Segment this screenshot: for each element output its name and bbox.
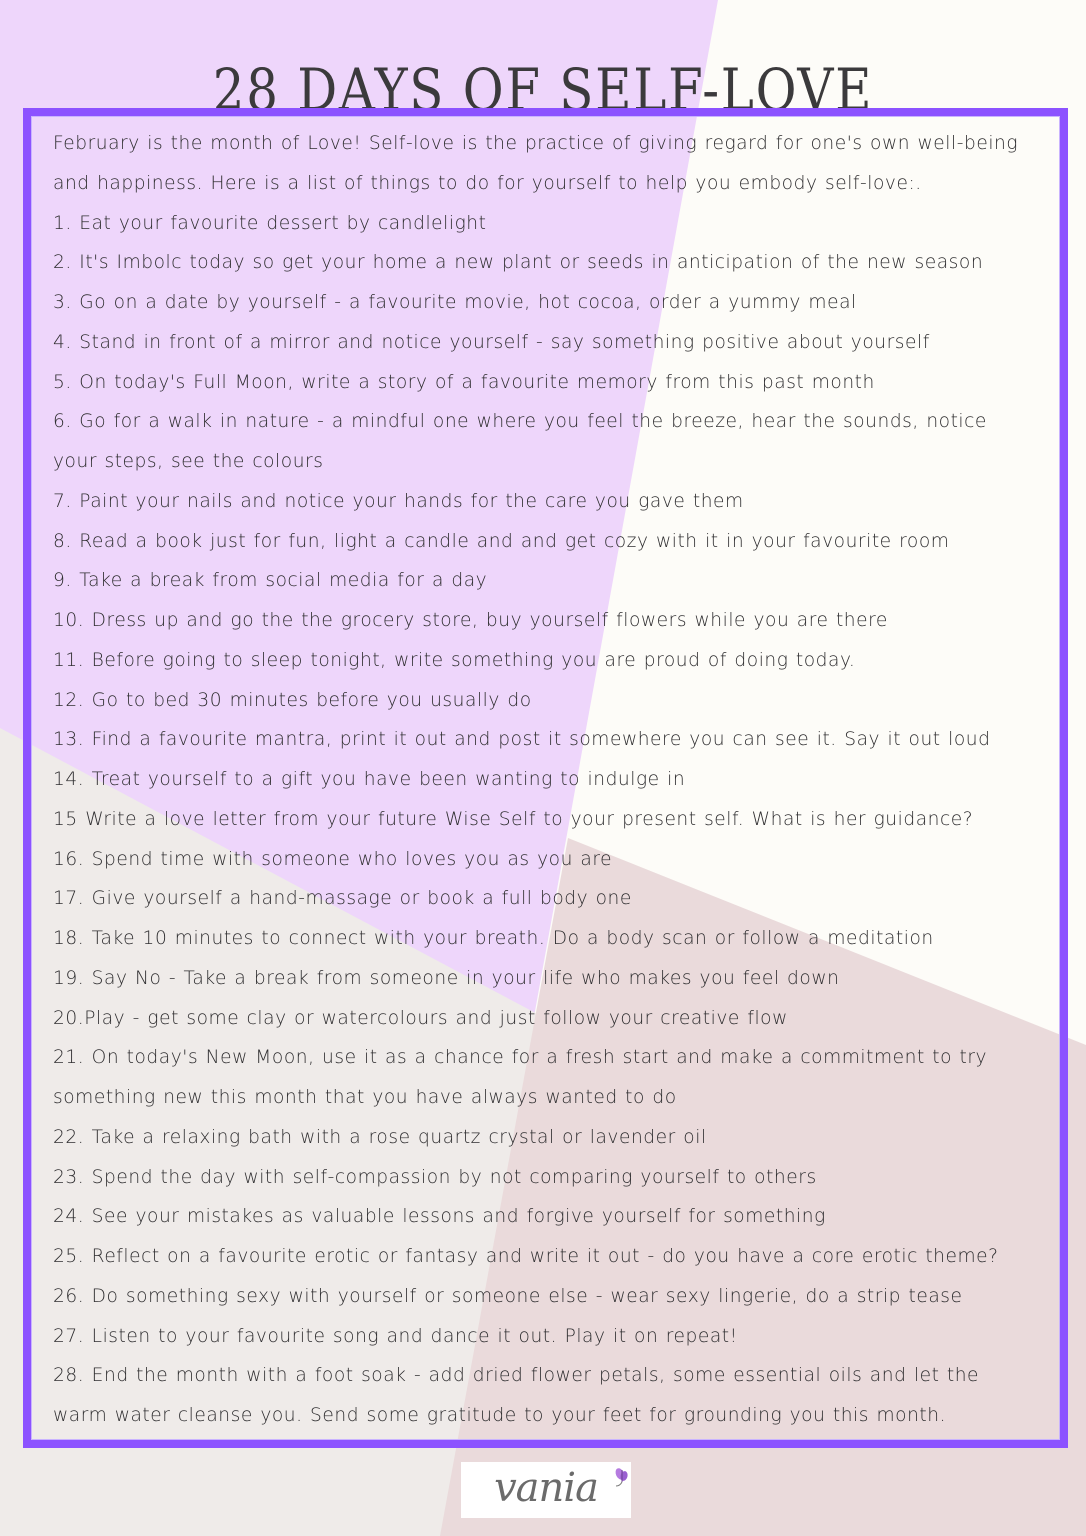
list-item: 12. Go to bed 30 minutes before you usually do bbox=[53, 689, 532, 711]
list-item: 3. Go on a date by yourself - a favourite movie, hot cocoa, order a yummy meal bbox=[53, 292, 857, 313]
list-item: 7. Paint your nails and notice your hands for the care you gave them bbox=[53, 490, 744, 512]
list-item: 24. See your mistakes as valuable lessons and forgive yourself for something bbox=[53, 1206, 826, 1228]
list-item: 14. Treat yourself to a gift you have been wanting to indulge in bbox=[53, 769, 686, 790]
list-item: 2. It's Imbolc today so get your home a new plant or seeds in anticipation of the new season bbox=[53, 252, 984, 274]
list-item: 22. Take a relaxing bath with a rose quartz crystal or lavender oil bbox=[53, 1126, 707, 1148]
list-item: 17. Give yourself a hand-massage or book a full body one bbox=[53, 888, 632, 910]
self-love-list bbox=[53, 124, 1038, 1436]
list-item: 9. Take a break from social media for a day bbox=[53, 570, 488, 592]
list-item: 19. Say No - Take a break from someone in your life who makes you feel down bbox=[53, 967, 840, 989]
brand-logo bbox=[461, 1462, 631, 1518]
page-title: 28 DAYS OF SELF-LOVE bbox=[212, 55, 874, 124]
activity-list bbox=[53, 204, 1038, 1436]
list-item: 16. Spend time with someone who loves you as you are bbox=[53, 848, 613, 870]
list-item: 6. Go for a walk in nature - a mindful one where you feel the breeze, hear the sounds, notice your steps, see the colours bbox=[53, 411, 987, 472]
list-item: 26. Do something sexy with yourself or someone else - wear sexy lingerie, do a strip tease bbox=[53, 1285, 963, 1307]
logo-wordmark: vania bbox=[494, 1465, 598, 1511]
list-item: 18. Take 10 minutes to connect with your breath. Do a body scan or follow a meditation bbox=[53, 928, 934, 949]
list-item: 1. Eat your favourite dessert by candlelight bbox=[53, 212, 487, 234]
list-item: 8. Read a book just for fun, light a candle and and get cozy with it in your favourite room bbox=[53, 530, 950, 552]
list-item: 20.Play - get some clay or watercolours and just follow your creative flow bbox=[53, 1007, 788, 1029]
list-item: 13. Find a favourite mantra, print it out and post it somewhere you can see it. Say it out loud bbox=[53, 729, 991, 751]
list-item: 21. On today's New Moon, use it as a chance for a fresh start and make a commitment to try something new this month that you have always wanted to do bbox=[53, 1047, 988, 1108]
intro-paragraph: February is the month of Love! Self-love is the practice of giving regard for one's own well-being and happiness. Here is a list of things to do for yourself to help you embody self-love:. bbox=[53, 133, 1019, 194]
list-item: 27. Listen to your favourite song and dance it out. Play it on repeat! bbox=[53, 1325, 738, 1347]
list-item: 15 Write a love letter from your future Wise Self to your present self. What is her guidance? bbox=[53, 808, 974, 830]
list-item: 11. Before going to sleep tonight, write something you are proud of doing today. bbox=[53, 649, 856, 671]
list-item: 5. On today's Full Moon, write a story of a favourite memory from this past month bbox=[53, 371, 875, 393]
list-item: 23. Spend the day with self-compassion by not comparing yourself to others bbox=[53, 1166, 817, 1188]
list-item: 25. Reflect on a favourite erotic or fantasy and write it out - do you have a core erotic theme? bbox=[53, 1246, 999, 1267]
list-item: 10. Dress up and go the the grocery store, buy yourself flowers while you are there bbox=[53, 610, 888, 631]
butterfly-icon bbox=[613, 1466, 631, 1488]
list-item: 4. Stand in front of a mirror and notice yourself - say something positive about yourself bbox=[53, 331, 930, 353]
list-item: 28. End the month with a foot soak - add dried flower petals, some essential oils and let the warm water cleanse you. Send some gratitude to your feet for grounding you this month. bbox=[53, 1365, 980, 1426]
